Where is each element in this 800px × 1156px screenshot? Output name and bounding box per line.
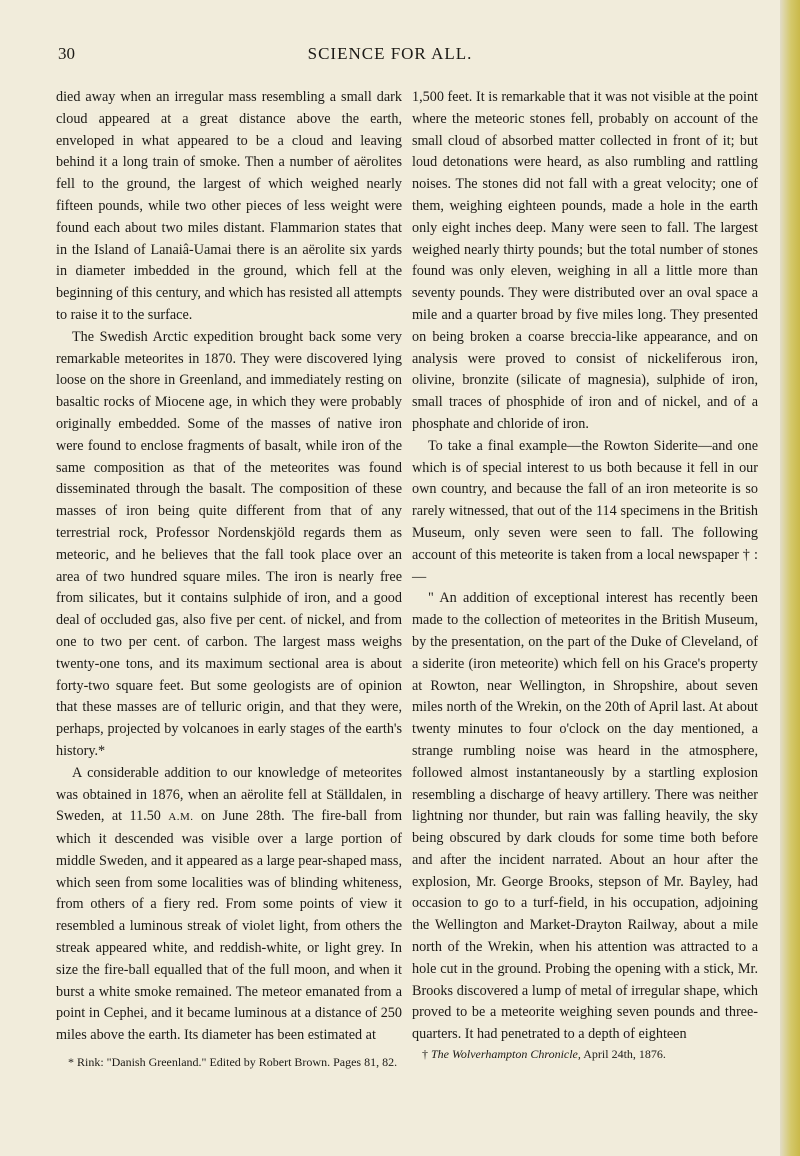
footnote-separator [56, 1047, 402, 1055]
footnote-date: April 24th, 1876. [583, 1047, 666, 1062]
paragraph: To take a final example—the Rowton Siderite—and one which is of special interest to us both because it fell in our own country, and because the fall of an iron meteorite is so rarely witnessed, that out of the 114 specimens in the British Museum, only seven were seen to fall. The following account of this meteorite is taken from a local newspaper † :— [412, 437, 758, 585]
left-column [56, 87, 402, 1070]
page-number: 30 [58, 44, 75, 63]
page-header [54, 44, 726, 68]
paragraph [56, 763, 402, 1047]
paragraph-text: A considerable addition to our knowledge of meteorites was obtained in 1876, when an aërolite fell at Ställdalen, in Sweden, at 11.50 [56, 764, 402, 825]
running-title: SCIENCE FOR ALL. [307, 44, 473, 63]
page-edge [780, 0, 800, 1156]
footnote [412, 1047, 758, 1062]
paragraph-text: on June 28th. The fire-ball from which it descended was visible over a large portion of middle Sweden, and it appeared as a large pear-shaped mass, which seen from some localities was of blinding whiteness, from others of a fiery red. From some points of view it resembled a luminous streak of violet light, from others the streak appeared white, and reddish-white, or light grey. In size the fire-ball equalled that of the full moon, and when it burst a white smoke remained. The meteor emanated from a point in Cephei, and it became luminous at a distance of 250 miles above the earth. Its diameter has been estimated at [56, 808, 402, 1044]
quoted-paragraph: " An addition of exceptional interest has recently been made to the collection of meteorites in the British Museum, by the presentation, on the part of the Duke of Cleveland, of a siderite (iron meteorite) which fell on his Grace's property at Rowton, near Wellington, in Shropshire, about seven miles north of the Wrekin, on the 20th of April last. At about twenty minutes to four o'clock on the day mentioned, a strange rumbling noise was heard in the atmosphere, followed almost instantaneously by a startling explosion resembling a discharge of heavy artillery. There was neither lightning nor thunder, but rain was falling heavily, the sky being obscured by dark clouds for some time both before and after the incident narrated. About an hour after the explosion, Mr. George Brooks, stepson of Mr. Bayley, had occasion to go to a turf-field, in his occupation, adjoining the Wellington and Market-Drayton Railway, about a mile north of the Wrekin, when his attention was attracted to a hole cut in the ground. Probing the opening with a stick, Mr. Brooks discovered a lump of metal of irregular shape, which proved to be a meteorite weighing seven pounds and three-quarters. It had penetrated to a depth of eighteen [412, 590, 758, 1043]
right-column [412, 87, 758, 1062]
paragraph: died away when an irregular mass resembling a small dark cloud appeared at a great distance above the earth, enveloped in what appeared to be a cloud and leaving behind it a long train of smoke. Then a number of aërolites fell to the ground, the largest of which weighed nearly fifteen pounds, while two other pieces of less weight were found each about two miles distant. Flammarion states that in the Island of Lanaiâ-Uamai there is an aërolite six yards in diameter imbedded in the ground, which fell at the beginning of this century, and which has resisted all attempts to raise it to the surface. [56, 89, 402, 323]
time-suffix: A.M. [168, 811, 194, 824]
footnote: * Rink: "Danish Greenland." Edited by Robert Brown. Pages 81, 82. [68, 1055, 398, 1070]
footnote-source-title: The Wolverhampton Chronicle, [431, 1047, 581, 1062]
paragraph: The Swedish Arctic expedition brought back some very remarkable meteorites in 1870. They were discovered lying loose on the shore in Greenland, and immediately resting on basaltic rocks of Miocene age, in which they were probably originally embedded. Some of the masses of native iron were found to enclose fragments of basalt, while iron of the same composition as that of the meteorites was found disseminated through the basalt. The composition of these masses of iron being quite different from that of any terrestrial rock, Professor Nordenskjöld regards them as meteoric, and he believes that the fall took place over an area of two hundred square miles. The iron is nearly free from silicates, but it contains sulphide of iron, and a good deal of occluded gas, also five per cent. of nickel, and from one to two per cent. of carbon. The largest mass weighs twenty-one tons, and its maximum sectional area is about forty-two square feet. But some geologists are of opinion that these masses are of telluric origin, and that they were, perhaps, projected by volcanoes in early stages of the earth's history.* [56, 328, 402, 759]
footnote-mark: † [422, 1047, 428, 1062]
paragraph: 1,500 feet. It is remarkable that it was not visible at the point where the meteoric stones fell, probably on account of the small cloud of absorbed matter collected in front of it; but loud detonations were heard, as also rumbling and rattling noises. The stones did not fall with a great velocity; one of them, weighing eighteen pounds, made a hole in the earth only eight inches deep. Many were seen to fall. The largest weighed nearly thirty pounds; but the total number of stones found was only eleven, weighing in all a little more than seventy pounds. They were distributed over an oval space a mile and a quarter broad by five miles long. They presented on being broken a coarse breccia-like appearance, and on analysis were proved to consist of nickeliferous iron, olivine, bronzite (silicate of magnesia), sulphide of iron, small traces of phosphide of iron and of nickel, and of a phosphate and chloride of iron. [412, 89, 758, 432]
